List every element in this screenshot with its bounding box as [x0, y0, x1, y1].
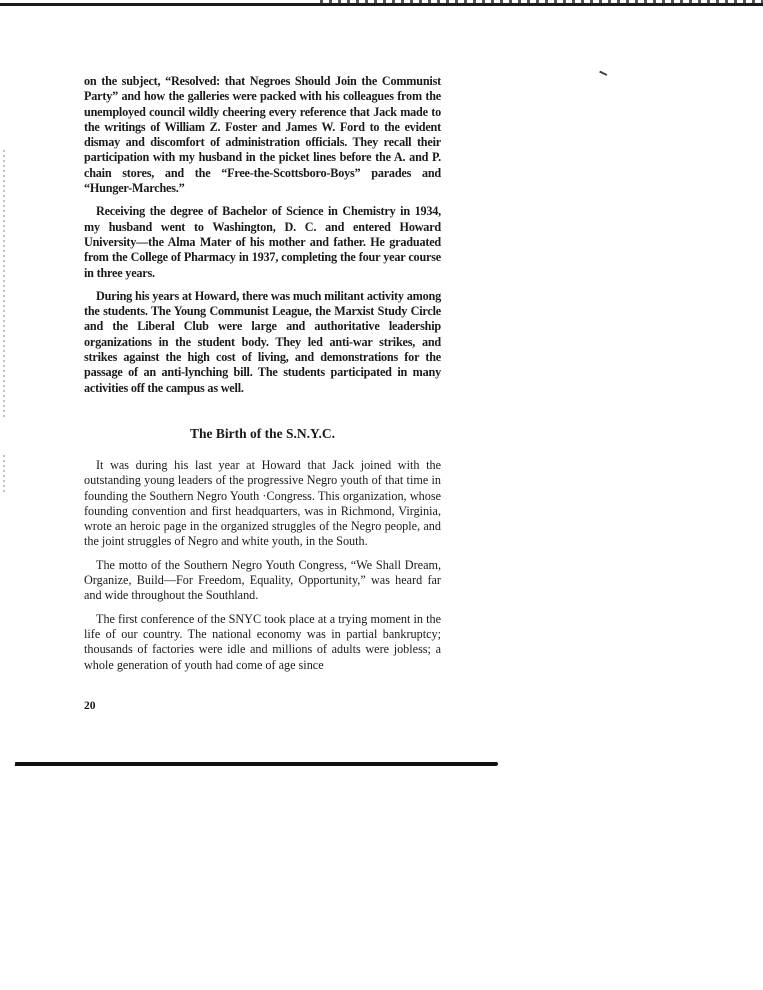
paragraph-snyc-motto: The motto of the Southern Negro Youth Congress, “We Shall Dream, Organize, Build—For Freedom, Equality, Opportunity,” was heard far and wide throughout the Southland. — [84, 557, 441, 603]
left-margin-scan-line — [3, 150, 5, 420]
text-block-upper — [84, 74, 441, 404]
text-block-lower — [84, 458, 441, 681]
top-dotted-edge — [320, 0, 763, 3]
page-number: 20 — [84, 700, 96, 712]
section-heading: The Birth of the S.N.Y.C. — [189, 426, 335, 441]
paragraph-first-conference: The first conference of the SNYC took place at a trying moment in the life of our country. The national economy was in partial bankruptcy; thousands of factories were idle and millions of adults were jobless; a whole generation of youth had come of age since — [84, 611, 441, 672]
scan-mark — [597, 71, 608, 82]
paragraph-snyc-founding: It was during his last year at Howard that Jack joined with the outstanding young leaders of the progressive Negro youth of that time in founding the Southern Negro Youth ·Congress. This organization, whose founding convention and first headquarters, was in Richmond, Virginia, wrote an heroic page in the organized struggles of the Negro people, and the joint struggles of Negro and white youth, in the South. — [84, 458, 441, 549]
top-border-rule — [0, 3, 763, 6]
paragraph-degree: Receiving the degree of Bachelor of Science in Chemistry in 1934, my husband went to Washington, D. C. and entered Howard University—the Alma Mater of his mother and father. He graduated from the College of Pharmacy in 1937, completing the four year course in three years. — [84, 204, 441, 280]
left-margin-scan-line-lower — [3, 455, 5, 495]
paragraph-continuation: on the subject, “Resolved: that Negroes Should Join the Communist Party” and how the galleries were packed with his colleagues from the unemployed council wildly cheering every reference that Jack made to the writings of William Z. Foster and James W. Ford to the evident dismay and discomfort of administration officials. They recall their participation with my husband in the picket lines before the A. and P. chain stores, and the “Free-the-Scottsboro-Boys” parades and “Hunger-Marches.” — [84, 74, 441, 196]
bottom-border-rule — [15, 762, 499, 766]
paragraph-howard-years: During his years at Howard, there was much militant activity among the students. The Young Communist League, the Marxist Study Circle and the Liberal Club were large and authoritative leadership organizations in the student body. They led anti-war strikes, and strikes against the high cost of living, and demonstrations for the passage of an anti-lynching bill. The students participated in many activities off the campus as well. — [84, 288, 441, 395]
